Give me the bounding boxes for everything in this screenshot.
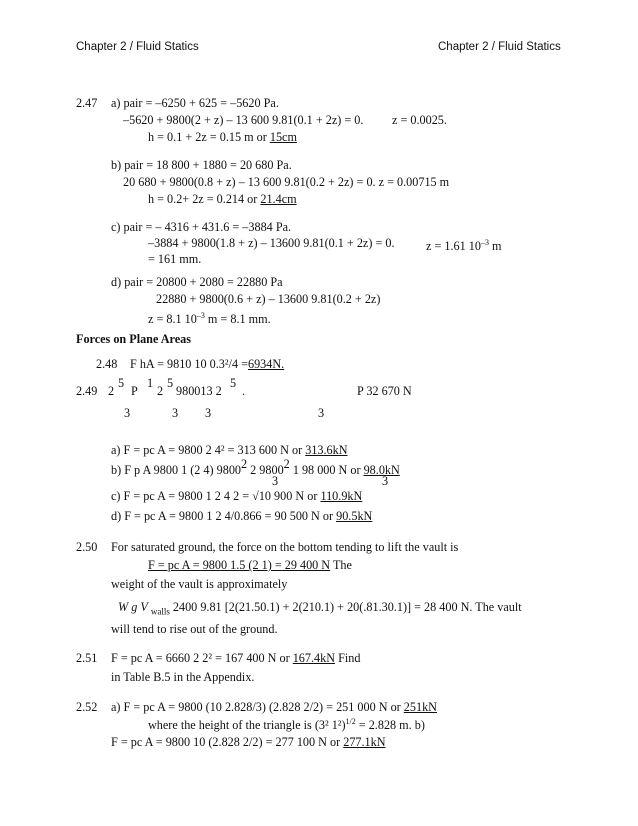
p252-b-answer: 277.1kN <box>343 735 386 749</box>
p250-line1: For saturated ground, the force on the bottom tending to lift the vault is <box>111 540 459 554</box>
p249-b-mid: 2 9800 <box>247 463 284 477</box>
problem-number: 2.48 <box>96 357 118 371</box>
p249-b-text: b) F p A 9800 1 (2 4) 9800 <box>111 463 242 477</box>
p251-line1 <box>111 651 360 665</box>
p252-line1 <box>111 700 437 714</box>
p251-continuation: Find <box>338 651 361 665</box>
p249-a-text: a) F = pc A = 9800 2 4² = 313 600 N or <box>111 443 303 457</box>
p252-height-value: = 2.828 m. <box>355 718 412 733</box>
p252-b-equation: F = pc A = 9800 10 (2.828 2/2) = 277 100 N or <box>111 735 341 749</box>
p250-subscript: walls <box>150 606 170 617</box>
p249-term: 2 <box>108 384 115 398</box>
problem-number: 2.49 <box>76 384 98 398</box>
p249-term: 5 <box>118 376 125 390</box>
p250-line3: weight of the vault is approximately <box>111 577 288 591</box>
p249-b-tail: 1 98 000 N or <box>289 463 361 477</box>
p249-b-denominator: 3 <box>382 474 389 488</box>
p247-b-h: h = 0.2+ 2z = 0.214 or <box>148 192 258 206</box>
p250-continuation: The <box>332 558 352 572</box>
p250-line2 <box>148 558 352 572</box>
p249-denominator: 3 <box>172 406 179 420</box>
p249-a <box>111 443 348 457</box>
p247-c-line1: c) pair = – 4316 + 431.6 = –3884 Pa. <box>111 220 292 234</box>
problem-number: 2.51 <box>76 651 98 665</box>
p250-weight-calc: 2400 9.81 [2(21.50.1) + 2(210.1) + 20(.81.30.1)] = 28 400 N. The vault <box>172 600 522 614</box>
p249-d-text: d) F = pc A = 9800 1 2 4/0.866 = 90 500 N or <box>111 509 334 523</box>
p249-denominator: 3 <box>205 406 212 420</box>
p249-b-denominator: 3 <box>272 474 279 488</box>
p249-c-text: c) F = pc A = 9800 1 2 4 2 = √10 900 N or <box>111 489 318 503</box>
p250-weight-symbol: W g V <box>118 600 148 614</box>
p247-c-unit: m <box>492 239 502 254</box>
p249-b-fraction: 2 <box>241 457 248 471</box>
p247-d-z: z = 8.1 10 <box>148 312 197 327</box>
p249-b-answer: 98.0kN <box>363 463 400 477</box>
p249-a-answer: 313.6kN <box>305 443 348 457</box>
p250-force: F = pc A = 9800 1.5 (2 1) = 29 400 N <box>148 558 331 572</box>
p247-d-line2: 22880 + 9800(0.6 + z) – 13600 9.81(0.2 + 2z) <box>156 292 381 306</box>
p247-c-exponent: –3 <box>480 238 489 247</box>
p249-denominator: 3 <box>124 406 131 420</box>
p252-a-equation: a) F = pc A = 9800 (10 2.828/3) (2.828 2/2) = 251 000 N or <box>111 700 401 714</box>
problem-number: 2.50 <box>76 540 98 554</box>
p251-answer: 167.4kN <box>292 651 336 665</box>
p247-b-line1: b) pair = 18 800 + 1880 = 20 680 Pa. <box>111 158 292 172</box>
p247-a-line3 <box>148 130 297 144</box>
p252-height-text: where the height of the triangle is (3² 1²) <box>148 718 346 733</box>
p247-b-line3 <box>148 192 297 206</box>
p249-term: 1 <box>147 376 154 390</box>
p250-line4 <box>118 600 522 618</box>
header-left: Chapter 2 / Fluid Statics <box>76 41 199 53</box>
p247-a-answer: 15cm <box>269 130 297 144</box>
p249-d <box>111 509 372 523</box>
p252-line3 <box>111 735 386 749</box>
p251-line2: in Table B.5 in the Appendix. <box>111 670 255 684</box>
p247-c-line2: –3884 + 9800(1.8 + z) – 13600 9.81(0.1 + 2z) = 0. <box>148 236 395 250</box>
p247-d-line1: d) pair = 20800 + 2080 = 22880 Pa <box>111 275 283 289</box>
p249-c-answer: 110.9kN <box>320 489 363 503</box>
p249-b-fraction: 2 <box>283 457 290 471</box>
problem-number: 2.47 <box>76 96 98 110</box>
p249-term: P <box>131 384 138 398</box>
p247-d-line3 <box>148 309 271 326</box>
p247-c-z <box>426 236 501 253</box>
p249-term: . <box>242 384 246 398</box>
p248-answer: 6934N. <box>247 357 285 371</box>
problem-number: 2.52 <box>76 700 98 714</box>
p249-term: 980013 2 <box>176 384 222 398</box>
p252-line2 <box>148 715 425 732</box>
p247-a-line1: a) pair = –6250 + 625 = –5620 Pa. <box>111 96 279 110</box>
p247-b-answer: 21.4cm <box>260 192 297 206</box>
p250-line5: will tend to rise out of the ground. <box>111 622 278 636</box>
p247-d-result: m = 8.1 mm. <box>207 312 271 327</box>
p252-exponent: 1/2 <box>345 717 356 726</box>
p247-c-z-value: z = 1.61 10 <box>426 239 481 254</box>
p251-equation: F = pc A = 6660 2 2² = 167 400 N or <box>111 651 290 665</box>
p252-b-label: b) <box>414 718 425 733</box>
p247-b-line2: 20 680 + 9800(0.8 + z) – 13 600 9.81(0.2 + 2z) = 0. z = 0.00715 m <box>123 175 450 189</box>
p247-a-line2: –5620 + 9800(2 + z) – 13 600 9.81(0.1 + 2z) = 0. <box>123 113 364 127</box>
p247-a-h: h = 0.1 + 2z = 0.15 m or <box>148 130 267 144</box>
p249-result: P 32 670 N <box>357 384 412 398</box>
p249-term: 2 <box>157 384 164 398</box>
section-title: Forces on Plane Areas <box>76 332 191 346</box>
p247-c-line3: = 161 mm. <box>148 252 202 266</box>
p248-equation <box>130 357 284 371</box>
p249-c <box>111 489 362 503</box>
p252-a-answer: 251kN <box>403 700 437 714</box>
p249-b <box>111 457 400 477</box>
p247-a-z: z = 0.0025. <box>392 113 447 127</box>
p247-d-exponent: –3 <box>196 311 205 320</box>
p249-term: 5 <box>230 376 237 390</box>
p249-d-answer: 90.5kN <box>336 509 373 523</box>
p249-term: 5 <box>167 376 174 390</box>
p248-text: F hA = 9810 10 0.3²/4 = <box>130 357 248 371</box>
p249-denominator: 3 <box>318 406 325 420</box>
header-right: Chapter 2 / Fluid Statics <box>438 41 561 53</box>
